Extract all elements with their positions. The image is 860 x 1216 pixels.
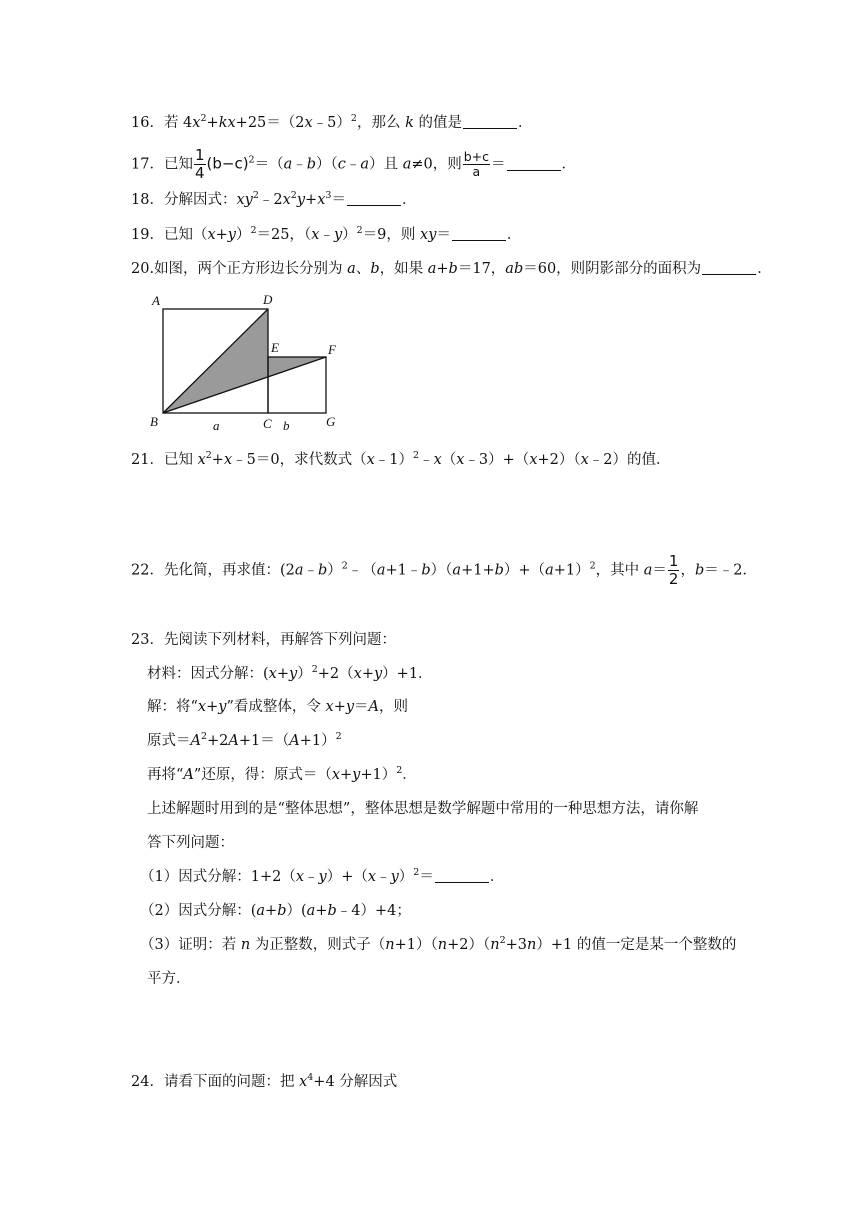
answer-blank[interactable]	[507, 156, 561, 171]
answer-blank[interactable]	[452, 226, 506, 241]
question-16: 16．若 $4x^2+kx+25=(2x﹣5)^2$，那么 k 的值是 ．	[131, 113, 533, 131]
q23-item-1: （1）因式分解：1+2（x﹣y）+（x﹣y）$^2$＝ ．	[140, 867, 505, 885]
q23-solution-step1: 解：将“x+y”看成整体，令 x+y＝A，则	[147, 699, 409, 715]
answer-blank[interactable]	[435, 868, 489, 883]
question-23-intro: 23．先阅读下列材料，再解答下列问题：	[131, 632, 396, 648]
question-18: 18．分解因式：$xy^2﹣2x^2y+x^3=$ ．	[131, 190, 417, 208]
q23-item-3-continued: 平方．	[147, 971, 191, 987]
fraction-one-quarter: $\frac{1}{4}$	[194, 146, 205, 182]
question-19: 19．已知$(x+y)^2=25$，（x﹣y）$^2$＝9，则 xy＝ ．	[131, 225, 522, 243]
q23-solution-step3: 再将“A”还原，得：原式$=(x+y+1)^2$．	[147, 765, 417, 783]
fraction-one-half: $\frac{1}{2}$	[668, 552, 679, 588]
question-22: 22．先化简，再求值：$(2a﹣b)^2﹣(a+1﹣b)(a+1+b)+(a+1)^2$，其中 a＝ $\frac{1}{2}$ ，b＝﹣2．	[131, 552, 757, 588]
answer-blank[interactable]	[347, 191, 401, 206]
question-24: 24．请看下面的问题：把 $x^4+4$ 分解因式	[131, 1072, 398, 1090]
question-21: 21．已知 $x^2+x﹣5=0$，求代数式（x﹣1）$^2$﹣x（x﹣3）+（x+2）（x﹣2）的值．	[131, 450, 671, 468]
fraction-bc-over-a: $\frac{b+c}{a}$	[463, 149, 489, 179]
q23-material: 材料：因式分解：(x+y）$^2$+2（x+y）+1．	[147, 664, 433, 682]
label-b: b	[283, 418, 290, 433]
q23-paragraph-2: 答下列问题：	[147, 835, 234, 851]
label-G: G	[326, 414, 336, 429]
squares-figure	[145, 290, 345, 440]
label-F: F	[328, 342, 336, 357]
answer-blank[interactable]	[702, 260, 756, 275]
label-B: B	[150, 414, 158, 429]
label-a: a	[213, 418, 220, 433]
question-17: 17．已知 $\frac{1}{4}$ $(b-c)^2=(a﹣b)(c﹣a)$且 a≠0，则 $\frac{b+c}{a}$ ＝ ．	[131, 146, 576, 182]
answer-blank[interactable]	[463, 114, 517, 129]
label-D: D	[263, 292, 273, 307]
q23-solution-step2: 原式$=A^2+2A+1=(A+1)^2$	[147, 731, 342, 749]
q23-item-2: （2）因式分解：(a+b）(a+b﹣4）+4；	[140, 903, 411, 919]
label-E: E	[271, 340, 279, 355]
label-A: A	[152, 293, 160, 308]
q23-item-3: （3）证明：若 n 为正整数，则式子$(n+1)(n+2)(n^2+3n)+1$ 的值一定是某一个整数的	[140, 935, 737, 953]
label-C: C	[263, 416, 272, 431]
question-20: 20.如图，两个正方形边长分别为 a、b，如果 a+b＝17，ab＝60，则阴影部分的面积为 ．	[131, 261, 772, 277]
q23-paragraph-1: 上述解题时用到的是“整体思想”，整体思想是数学解题中常用的一种思想方法，请你解	[147, 801, 699, 817]
